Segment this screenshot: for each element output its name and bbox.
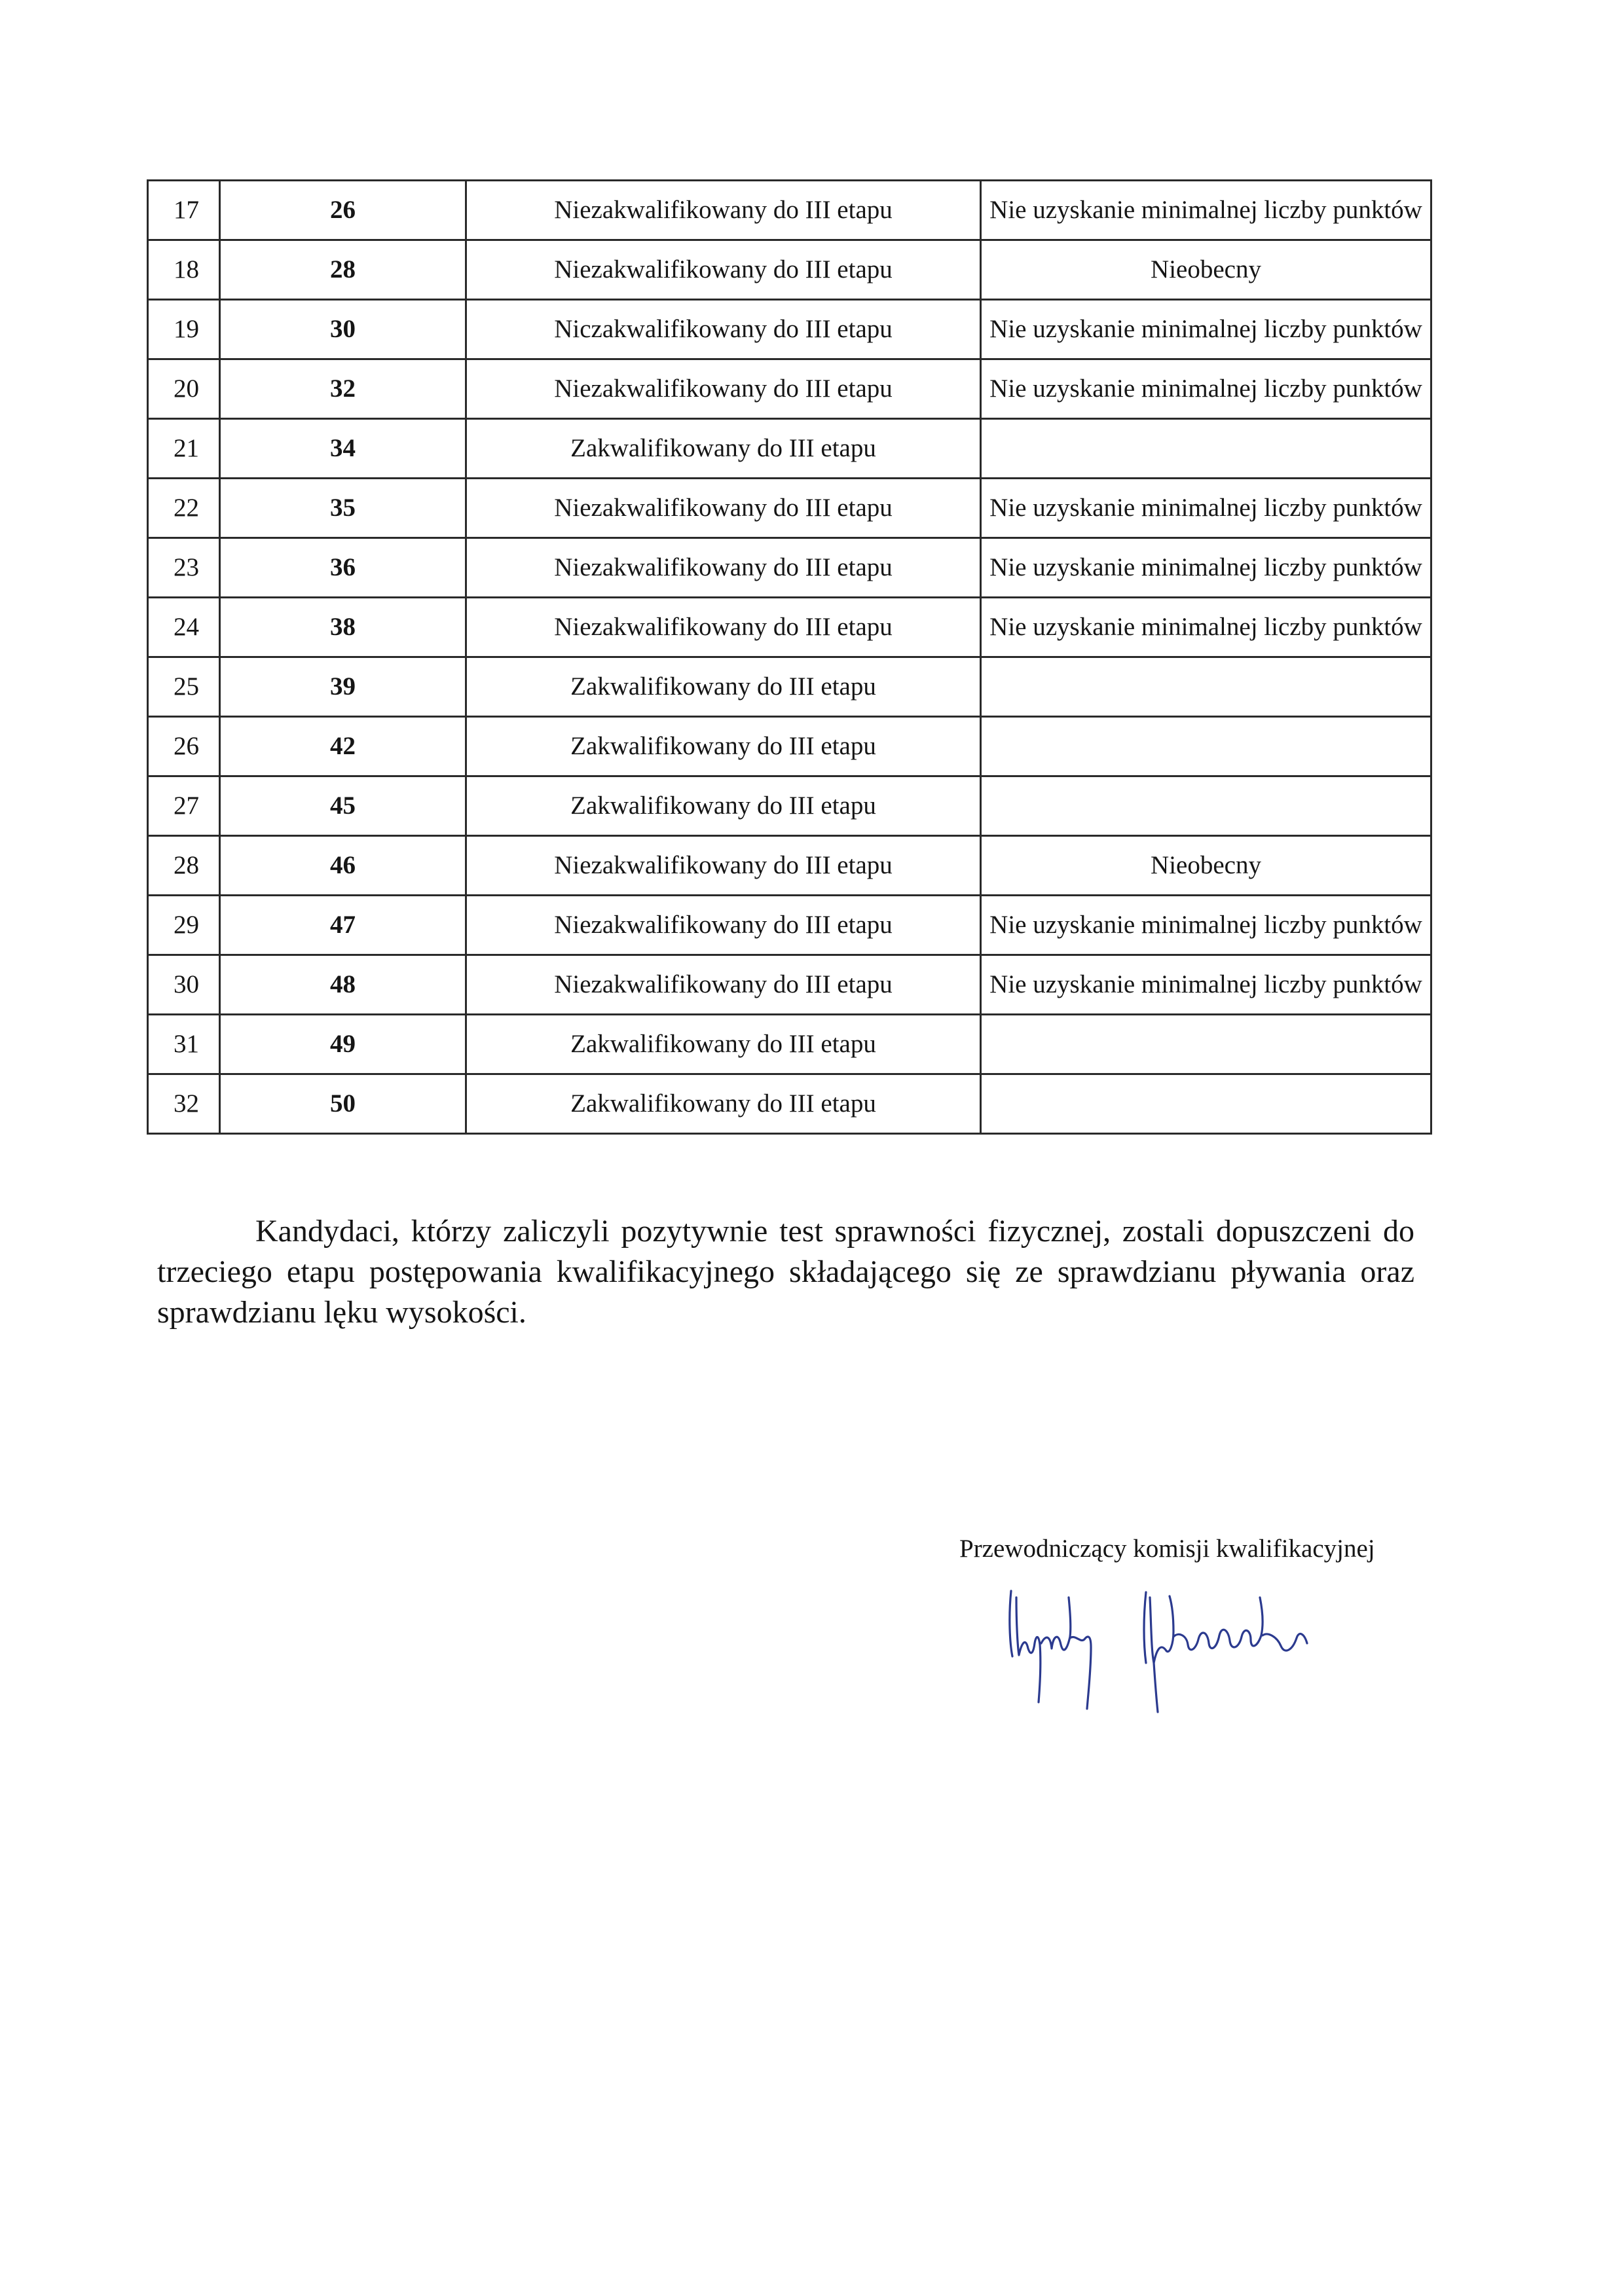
candidate-code-cell: 49 xyxy=(220,1015,466,1074)
row-number-cell: 27 xyxy=(148,776,220,836)
table-row xyxy=(148,300,1431,359)
row-number-cell: 31 xyxy=(148,1015,220,1074)
candidate-code-cell: 46 xyxy=(220,836,466,896)
candidate-code-cell: 39 xyxy=(220,657,466,717)
results-table-body xyxy=(148,181,1431,1134)
qualification-status-cell: Niezakwalifikowany do III etapu xyxy=(466,896,981,955)
qualification-status-cell: Niczakwalifikowany do III etapu xyxy=(466,300,981,359)
chair-label: Przewodniczący komisji kwalifikacyjnej xyxy=(959,1535,1375,1563)
qualification-status-cell: Zakwalifikowany do III etapu xyxy=(466,1015,981,1074)
qualification-status-cell: Zakwalifikowany do III etapu xyxy=(466,717,981,776)
summary-paragraph xyxy=(157,1211,1414,1333)
qualification-status-cell: Niezakwalifikowany do III etapu xyxy=(466,479,981,538)
row-number-cell: 23 xyxy=(148,538,220,598)
row-number-cell: 20 xyxy=(148,359,220,419)
handwritten-signature xyxy=(1002,1571,1356,1728)
table-row xyxy=(148,1074,1431,1134)
qualification-status-cell: Niezakwalifikowany do III etapu xyxy=(466,538,981,598)
row-number-cell: 26 xyxy=(148,717,220,776)
row-number-cell: 21 xyxy=(148,419,220,479)
table-row xyxy=(148,1015,1431,1074)
qualification-status-cell: Niezakwalifikowany do III etapu xyxy=(466,955,981,1015)
remarks-cell: Nieobecny xyxy=(981,836,1431,896)
table-row xyxy=(148,479,1431,538)
remarks-cell xyxy=(981,419,1431,479)
candidate-code-cell: 35 xyxy=(220,479,466,538)
remarks-cell xyxy=(981,776,1431,836)
remarks-cell: Nie uzyskanie minimalnej liczby punktów xyxy=(981,479,1431,538)
table-row xyxy=(148,181,1431,240)
remarks-cell: Nie uzyskanie minimalnej liczby punktów xyxy=(981,538,1431,598)
qualification-status-cell: Niezakwalifikowany do III etapu xyxy=(466,181,981,240)
candidate-code-cell: 32 xyxy=(220,359,466,419)
qualification-status-cell: Niezakwalifikowany do III etapu xyxy=(466,598,981,657)
row-number-cell: 19 xyxy=(148,300,220,359)
row-number-cell: 32 xyxy=(148,1074,220,1134)
summary-text: Kandydaci, którzy zaliczyli pozytywnie test sprawności fizycznej, zostali dopuszczeni do trzeciego etapu postępowania kwalifikacyjnego składającego się ze sprawdzianu pływania oraz sprawdzianu lęku wysokości. xyxy=(157,1214,1414,1330)
qualification-status-cell: Niezakwalifikowany do III etapu xyxy=(466,836,981,896)
remarks-cell xyxy=(981,1015,1431,1074)
table-row xyxy=(148,598,1431,657)
row-number-cell: 25 xyxy=(148,657,220,717)
candidate-code-cell: 47 xyxy=(220,896,466,955)
remarks-cell: Nie uzyskanie minimalnej liczby punktów xyxy=(981,181,1431,240)
qualification-status-cell: Niezakwalifikowany do III etapu xyxy=(466,359,981,419)
qualification-status-cell: Niezakwalifikowany do III etapu xyxy=(466,240,981,300)
remarks-cell: Nieobecny xyxy=(981,240,1431,300)
table-row xyxy=(148,896,1431,955)
signature-stroke-last-name xyxy=(1144,1592,1307,1712)
row-number-cell: 24 xyxy=(148,598,220,657)
candidate-code-cell: 36 xyxy=(220,538,466,598)
candidate-code-cell: 48 xyxy=(220,955,466,1015)
remarks-cell: Nie uzyskanie minimalnej liczby punktów xyxy=(981,896,1431,955)
remarks-cell xyxy=(981,1074,1431,1134)
qualification-status-cell: Zakwalifikowany do III etapu xyxy=(466,1074,981,1134)
row-number-cell: 17 xyxy=(148,181,220,240)
qualification-status-cell: Zakwalifikowany do III etapu xyxy=(466,657,981,717)
row-number-cell: 18 xyxy=(148,240,220,300)
table-row xyxy=(148,359,1431,419)
table-row xyxy=(148,657,1431,717)
candidate-code-cell: 30 xyxy=(220,300,466,359)
candidate-code-cell: 34 xyxy=(220,419,466,479)
table-row xyxy=(148,538,1431,598)
row-number-cell: 22 xyxy=(148,479,220,538)
remarks-cell: Nie uzyskanie minimalnej liczby punktów xyxy=(981,955,1431,1015)
table-row xyxy=(148,836,1431,896)
results-table xyxy=(147,179,1432,1135)
remarks-cell: Nie uzyskanie minimalnej liczby punktów xyxy=(981,300,1431,359)
candidate-code-cell: 42 xyxy=(220,717,466,776)
candidate-code-cell: 28 xyxy=(220,240,466,300)
table-row xyxy=(148,240,1431,300)
qualification-status-cell: Zakwalifikowany do III etapu xyxy=(466,419,981,479)
table-row xyxy=(148,717,1431,776)
remarks-cell: Nie uzyskanie minimalnej liczby punktów xyxy=(981,598,1431,657)
remarks-cell xyxy=(981,717,1431,776)
candidate-code-cell: 26 xyxy=(220,181,466,240)
table-row xyxy=(148,955,1431,1015)
signature-stroke-first-name xyxy=(1010,1591,1091,1709)
remarks-cell xyxy=(981,657,1431,717)
candidate-code-cell: 45 xyxy=(220,776,466,836)
row-number-cell: 28 xyxy=(148,836,220,896)
table-row xyxy=(148,776,1431,836)
remarks-cell: Nie uzyskanie minimalnej liczby punktów xyxy=(981,359,1431,419)
candidate-code-cell: 38 xyxy=(220,598,466,657)
qualification-status-cell: Zakwalifikowany do III etapu xyxy=(466,776,981,836)
row-number-cell: 29 xyxy=(148,896,220,955)
candidate-code-cell: 50 xyxy=(220,1074,466,1134)
row-number-cell: 30 xyxy=(148,955,220,1015)
table-row xyxy=(148,419,1431,479)
